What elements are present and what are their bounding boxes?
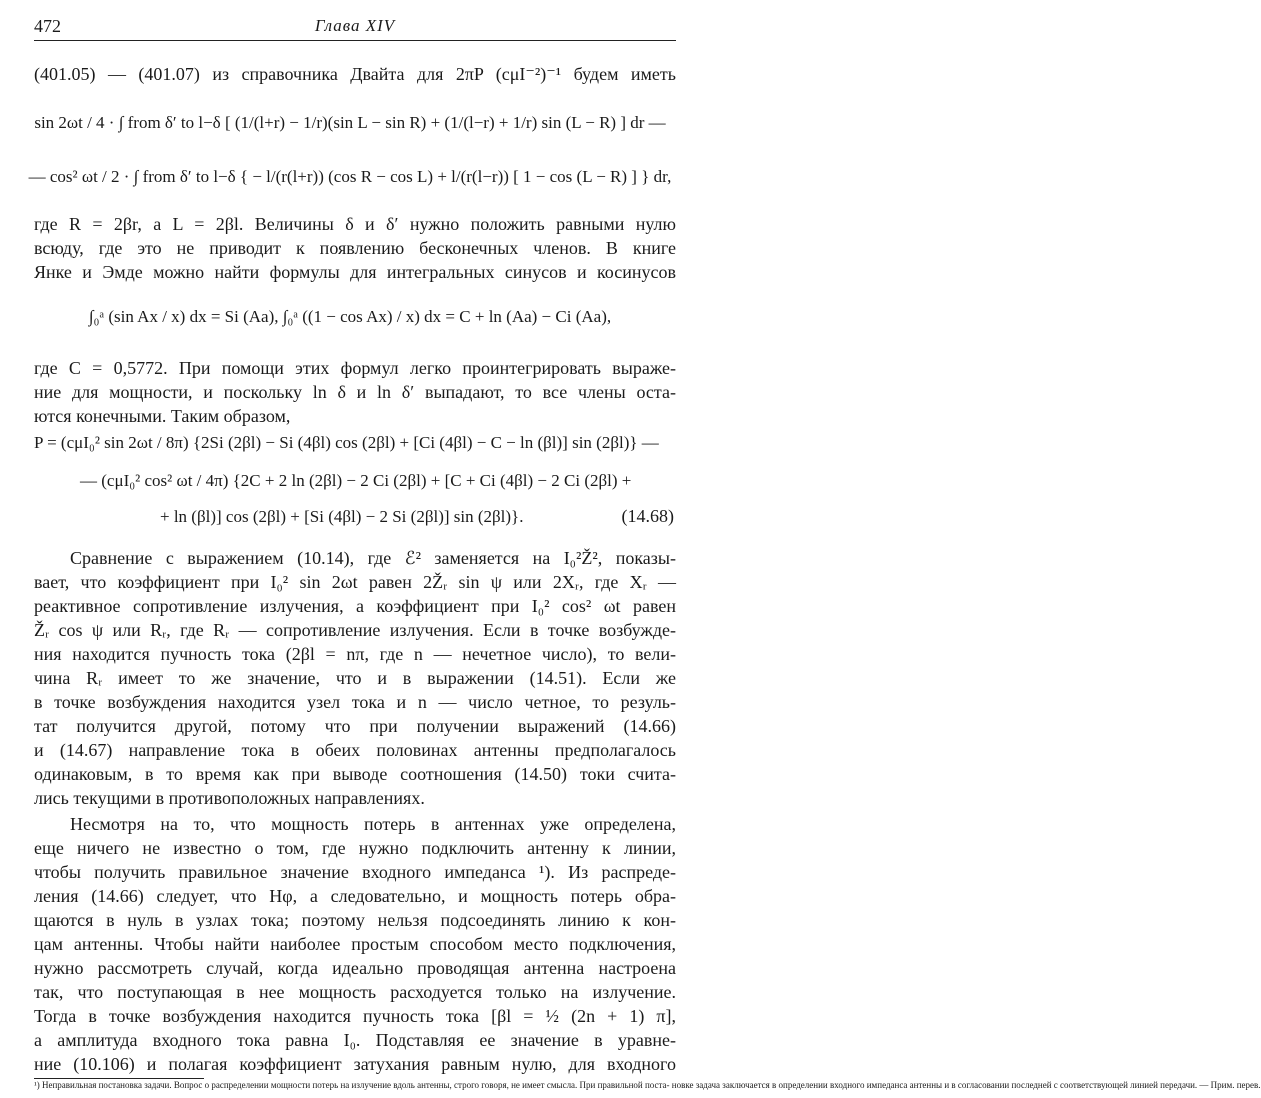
text-line: Тогда в точке возбуждения находится пучность тока [βl = ½ (2n + 1) π], [34,1006,676,1026]
equation-sine-cosine-integrals: ∫₀ᵃ (sin Ax / x) dx = Si (Aa), ∫₀ᵃ ((1 − cos Ax) / x) dx = C + ln (Aa) − Ci (Aa), [88,307,612,326]
text-line: чтобы получить правильное значение входного импеданса ¹). Из распреде- [34,862,676,882]
text-line: одинаковым, в то время как при выводе соотношения (14.50) токи счита- [34,764,676,784]
text-line: где R = 2βr, а L = 2βl. Величины δ и δ′ нужно положить равными нулю [34,214,676,234]
text-line: еще ничего не известно о том, где нужно подключить антенну к линии, [34,838,676,858]
equation-power-line-3: + ln (βl)] cos (2βl) + [Si (4βl) − 2 Si (2βl)] sin (2βl)}. [160,507,524,526]
text-line: ния находится пучность тока (2βl = nπ, где n — нечетное число), то вели- [34,644,676,664]
text-line: так, что поступающая в нее мощность расходуется только на излучение. [34,982,676,1002]
text-line: Янке и Эмде можно найти формулы для интегральных синусов и косинусов [34,262,676,282]
text-line: реактивное сопротивление излучения, а коэффициент при I₀² cos² ωt равен [34,596,676,616]
footnote-line: ¹) Неправильная постановка задачи. Вопрос о распределении мощности потерь [34,1080,341,1090]
text-line: нужно рассмотреть случай, когда идеально проводящая антенна настроена [34,958,676,978]
text-line-content: ние (10.106) и полагая коэффициент затухания равным нулю, для входного [34,1054,676,1074]
footnote-rule [34,1078,204,1079]
chapter-title: Глава XIV [314,16,396,35]
equation-power-line-2: — (cμI₀² cos² ωt / 4π) {2C + 2 ln (2βl) − 2 Ci (2βl) + [C + Ci (4βl) − 2 Ci (2βl) + [80,471,632,490]
text-line: Сравнение с выражением (10.14), где ℰ² заменяется на I₀²Ž², показы- [70,548,676,568]
intro-line: (401.05) — (401.07) из справочника Двайта для 2πP (cμI⁻²)⁻¹ будем иметь [34,64,676,84]
footnote-block [34,1078,1261,1090]
text-line: в точке возбуждения находится узел тока и n — число четное, то резуль- [34,692,676,712]
footnote-line: на излучение вдоль антенны, строго говоря, не имеет смысла. При правильной поста- [340,1080,672,1090]
footnote-line: последней с соответствующей линией передачи. — Прим. перев. [1011,1080,1261,1090]
text-line: а амплитуда входного тока равна I₀. Подставляя ее значение в уравне- [34,1030,676,1050]
text-line: и (14.67) направление тока в обеих половинах антенны предполагалось [34,740,676,760]
text-line: вает, что коэффициент при I₀² sin 2ωt равен 2Žᵣ sin ψ или 2Xᵣ, где Xᵣ — [34,572,676,592]
text-line: всюду, где это не приводит к появлению бесконечных членов. В книге [34,238,676,258]
footnote-line: новке задача заключается в определении входного импеданса антенны и в согласовании [671,1080,1012,1090]
equation-power-line-1: P = (cμI₀² sin 2ωt / 8π) {2Si (2βl) − Si (4βl) cos (2βl) + [Ci (4βl) − C − ln (βl)] sin (2βl)} — [34,433,659,452]
equation-integral-line-1: sin 2ωt / 4 · ∫ from δ′ to l−δ [ (1/(l+r) − 1/r)(sin L − sin R) + (1/(l−r) + 1/r) sin (L − R) ] dr — [34,113,666,132]
text-line: ются конечными. Таким образом, [34,406,291,426]
equation-integral-line-2: — cos² ωt / 2 · ∫ from δ′ to l−δ { − l/(r(l+r)) (cos R − cos L) + l/(r(l−r)) [ 1 − cos (L − R) ] } dr, [28,167,672,186]
text-line: щаются в нуль в узлах тока; поэтому нельзя подсоединять линию к кон- [34,910,676,930]
text-line: ления (14.66) следует, что Hφ, а следовательно, и мощность потерь обра- [34,886,676,906]
text-line: тат получится другой, потому что при получении выражений (14.66) [34,716,676,736]
text-line: ние для мощности, и поскольку ln δ и ln δ′ выпадают, то все члены оста- [34,382,676,402]
text-line: цам антенны. Чтобы найти наиболее простым способом место подключения, [34,934,676,954]
text-line: чина Rᵣ имеет то же значение, что и в выражении (14.51). Если же [34,668,676,688]
text-line [34,1052,676,1076]
text-line: где C = 0,5772. При помощи этих формул легко проинтегрировать выраже- [34,358,676,378]
text-line: лись текущими в противоположных направлениях. [34,788,425,808]
equation-number: (14.68) [621,506,674,526]
text-line: Несмотря на то, что мощность потерь в антеннах уже определена, [70,814,676,834]
page-number: 472 [34,16,61,36]
text-line: Žᵣ cos ψ или Rᵣ, где Rᵣ — сопротивление излучения. Если в точке возбужде- [34,620,676,640]
